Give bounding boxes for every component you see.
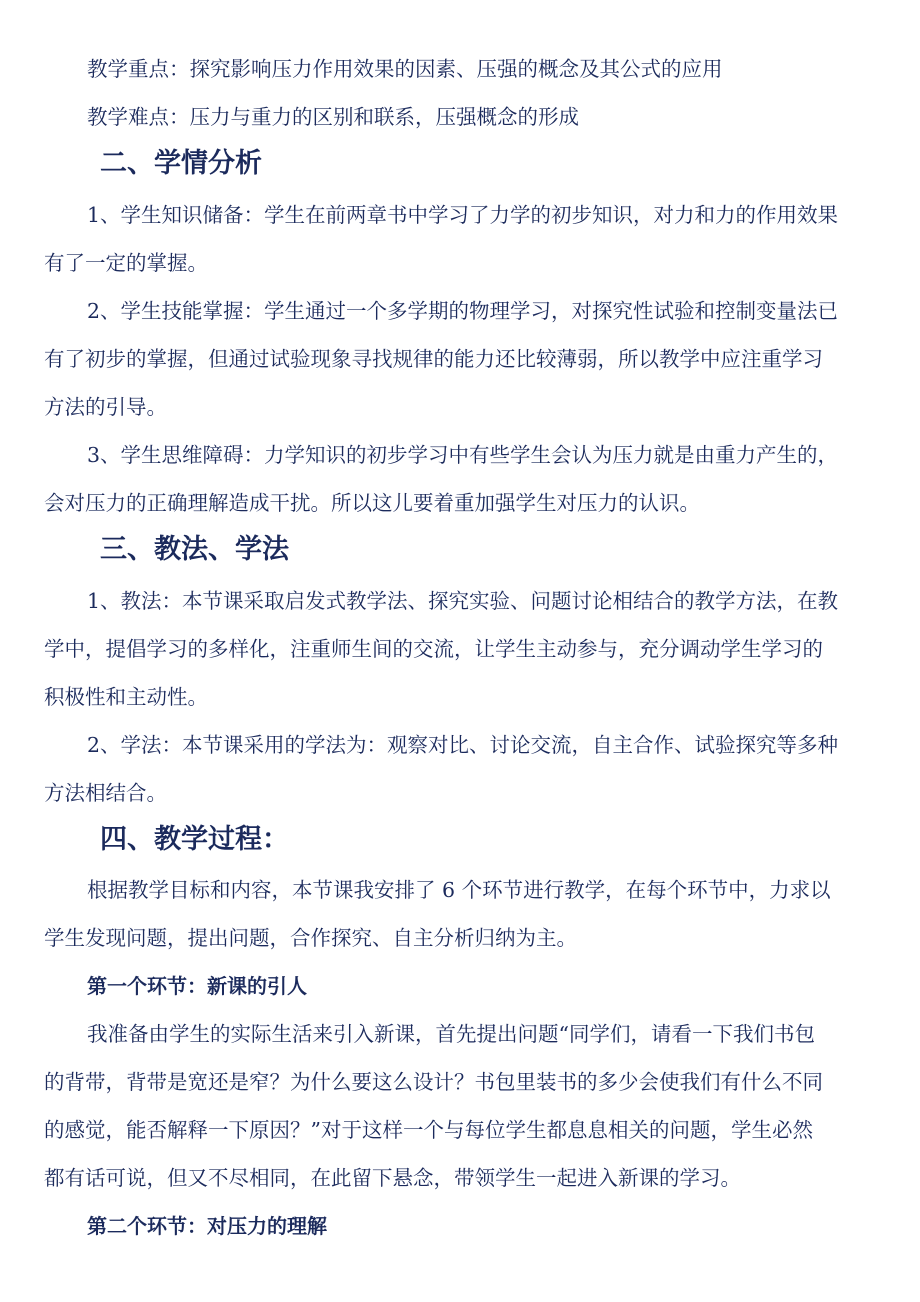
difficult-points-line: 教学难点：压力与重力的区别和联系，压强概念的形成 [87,105,579,129]
section-heading-methods: 三、教法、学法 [100,534,289,565]
paragraph-line: 2、学法：本节课采用的学法为：观察对比、讨论交流，自主合作、试验探究等多种 [87,733,839,757]
paragraph-line: 有了初步的掌握，但通过试验现象寻找规律的能力还比较薄弱，所以教学中应注重学习 [44,347,823,371]
paragraph-line: 1、教法：本节课采取启发式教学法、探究实验、问题讨论相结合的教学方法，在教 [87,589,839,613]
paragraph-line: 2、学生技能掌握：学生通过一个多学期的物理学习，对探究性试验和控制变量法已 [87,299,839,323]
section-heading-learning-analysis: 二、学情分析 [100,148,262,179]
paragraph-line: 都有话可说，但又不尽相同，在此留下悬念，带领学生一起进入新课的学习。 [44,1166,741,1190]
paragraph-line: 会对压力的正确理解造成干扰。所以这儿要着重加强学生对压力的认识。 [44,491,700,515]
step1-heading: 第一个环节：新课的引人 [87,974,307,998]
paragraph-line: 的背带，背带是宽还是窄？为什么要这么设计？书包里装书的多少会使我们有什么不同 [44,1070,823,1094]
paragraph-line: 方法相结合。 [44,781,167,805]
paragraph-line: 根据教学目标和内容，本节课我安排了 6 个环节进行教学，在每个环节中，力求以 [87,878,831,902]
paragraph-line: 学生发现问题，提出问题，合作探究、自主分析归纳为主。 [44,926,577,950]
paragraph-line: 3、学生思维障碍：力学知识的初步学习中有些学生会认为压力就是由重力产生的， [87,443,839,467]
step2-heading: 第二个环节：对压力的理解 [87,1214,327,1238]
paragraph-line: 1、学生知识储备：学生在前两章书中学习了力学的初步知识，对力和力的作用效果 [87,203,839,227]
paragraph-line: 学中，提倡学习的多样化，注重师生间的交流，让学生主动参与，充分调动学生学习的 [44,637,823,661]
paragraph-line: 我准备由学生的实际生活来引入新课，首先提出问题“同学们，请看一下我们书包 [87,1022,815,1046]
paragraph-line: 的感觉，能否解释一下原因？”对于这样一个与每位学生都息息相关的问题，学生必然 [44,1118,813,1142]
paragraph-line: 有了一定的掌握。 [44,251,208,275]
key-points-line: 教学重点：探究影响压力作用效果的因素、压强的概念及其公式的应用 [87,57,723,81]
paragraph-line: 积极性和主动性。 [44,685,208,709]
section-heading-teaching-process: 四、教学过程： [100,824,289,855]
paragraph-line: 方法的引导。 [44,395,167,419]
